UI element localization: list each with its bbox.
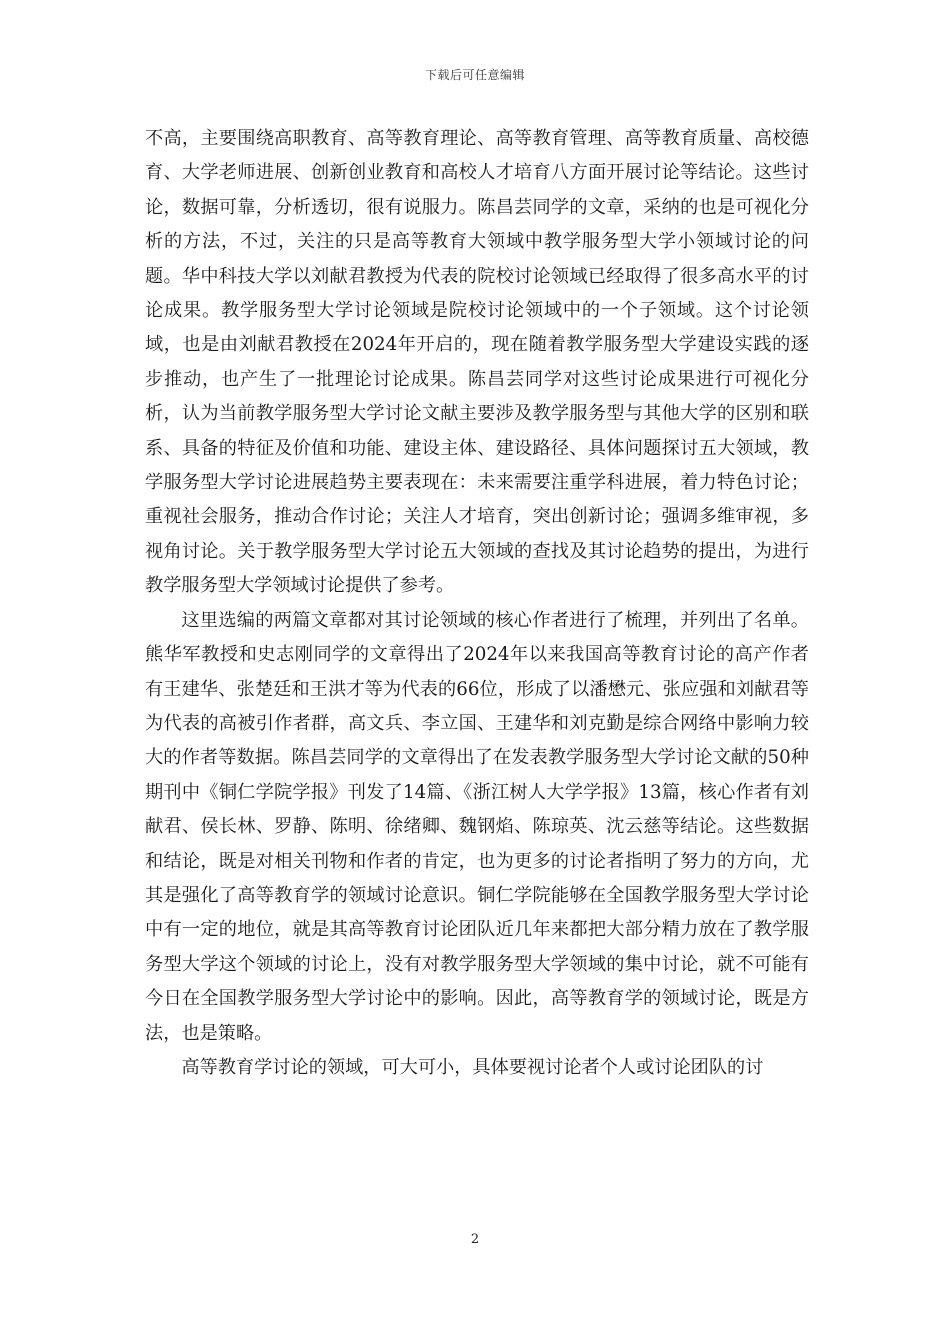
page-header: 下载后可任意编辑 [424, 68, 525, 82]
page-number: 2 [470, 1232, 480, 1247]
paragraph-research-fields: 高等教育学讨论的领域，可大可小，具体要视讨论者个人或讨论团队的讨 [181, 1056, 764, 1078]
document-body [145, 122, 809, 1085]
paragraph-core-authors: 这里选编的两篇文章都对其讨论领域的核心作者进行了梳理，并列出了名单。熊华军教授和史志刚同学的文章得出了2024年以来我国高等教育讨论的高产作者有王建华、张楚廷和王洪才等为代表的66位，形成了以潘懋元、张应强和刘献君等为代表的高被引作者群，高文兵、李立国、王建华和刘克勤是综合网络中影响力较大的作者等数据。陈昌芸同学的文章得出了在发表教学服务型大学讨论文献的50种期刊中《铜仁学院学报》刊发了14篇、《浙江树人大学学报》13篇，核心作者有刘献君、侯长林、罗静、陈明、徐绪卿、魏钢焰、陈琼英、沈云慈等结论。这些数据和结论，既是对相关刊物和作者的肯定，也为更多的讨论者指明了努力的方向，尤其是强化了高等教育学的领域讨论意识。铜仁学院能够在全国教学服务型大学讨论中有一定的地位，就是其高等教育讨论团队近几年来都把大部分精力放在了教学服务型大学这个领域的讨论上，没有对教学服务型大学领域的集中讨论，就不可能有今日在全国教学服务型大学讨论中的影响。因此，高等教育学的领域讨论，既是方法，也是策略。 [145, 609, 809, 1044]
paragraph-continuation: 不高，主要围绕高职教育、高等教育理论、高等教育管理、高等教育质量、高校德育、大学老师进展、创新创业教育和高校人才培育八方面开展讨论等结论。这些讨论，数据可靠，分析透切，很有说服力。陈昌芸同学的文章，采纳的也是可视化分析的方法，不过，关注的只是高等教育大领域中教学服务型大学小领域讨论的问题。华中科技大学以刘献君教授为代表的院校讨论领域已经取得了很多高水平的讨论成果。教学服务型大学讨论领域是院校讨论领域中的一个子领域。这个讨论领域，也是由刘献君教授在2024年开启的，现在随着教学服务型大学建设实践的逐步推动，也产生了一批理论讨论成果。陈昌芸同学对这些讨论成果进行可视化分析，认为当前教学服务型大学讨论文献主要涉及教学服务型与其他大学的区别和联系、具备的特征及价值和功能、建设主体、建设路径、具体问题探讨五大领域，教学服务型大学讨论进展趋势主要表现在：未来需要注重学科进展，着力特色讨论；重视社会服务，推动合作讨论；关注人才培育，突出创新讨论；强调多维审视，多视角讨论。关于教学服务型大学讨论五大领域的查找及其讨论趋势的提出，为进行教学服务型大学领域讨论提供了参考。 [145, 128, 809, 597]
